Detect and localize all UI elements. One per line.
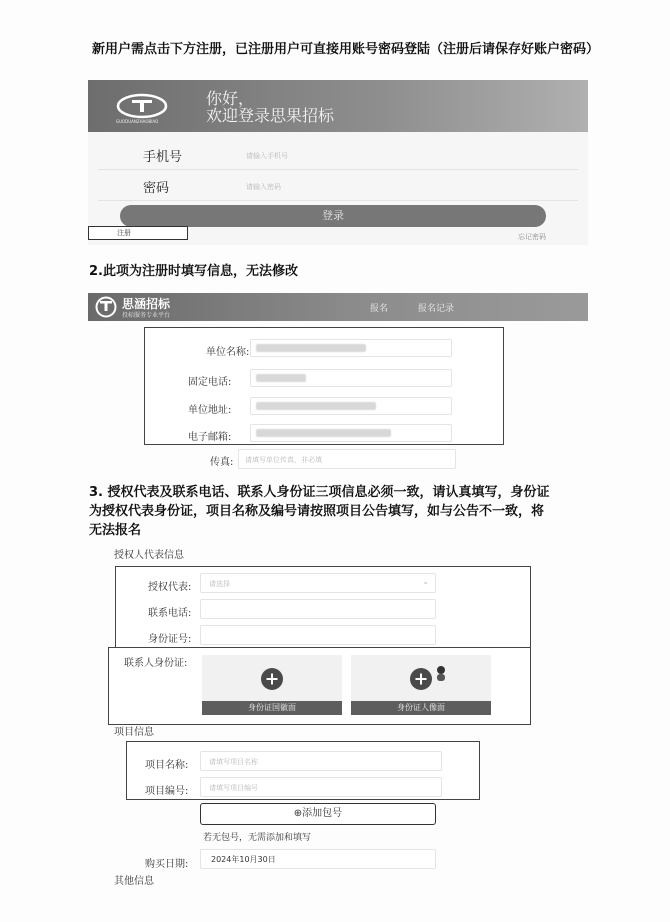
login-button-label: 登录 <box>322 209 344 222</box>
redacted-value <box>256 402 376 410</box>
id-back-button[interactable]: 身份证人像面 <box>351 701 491 715</box>
step3-instruction-line-1: 3. 授权代表及联系电话、联系人身份证三项信息必须一致，请认真填写，身份证 <box>89 485 550 500</box>
phone-label: 手机号 <box>143 150 183 165</box>
auth-rep-select[interactable] <box>200 573 436 593</box>
register-link[interactable] <box>88 226 188 240</box>
divider <box>98 169 578 170</box>
register-link-label: 注册 <box>117 229 131 237</box>
step1-instruction: 新用户需点击下方注册，已注册用户可直接用账号密码登陆（注册后请保存好账户密码） <box>92 42 600 57</box>
id-back-upload[interactable] <box>351 655 491 713</box>
purchase-date-input[interactable] <box>200 849 436 869</box>
portrait-icon <box>435 665 447 681</box>
company-name-field <box>250 339 452 357</box>
step3-instruction-line-2: 为授权代表身份证，项目名称及编号请按照项目公告填写，如与公告不一致，将 <box>89 504 545 519</box>
id-front-upload[interactable] <box>202 655 342 713</box>
project-name-input[interactable] <box>200 751 442 771</box>
id-front-button[interactable]: 身份证国徽面 <box>202 701 342 715</box>
project-code-input[interactable] <box>200 777 442 797</box>
chevron-down-icon: ⌄ <box>422 577 429 586</box>
fax-input[interactable] <box>238 449 456 469</box>
registration-screenshot <box>88 293 588 473</box>
logo <box>116 93 168 119</box>
brand-slogan: 投标服务专业平台 <box>122 312 171 319</box>
email-field <box>250 424 452 442</box>
fax-label: 传真: <box>210 457 234 468</box>
step3-instruction-line-3: 无法报名 <box>89 523 142 538</box>
brand-logo-icon <box>94 296 118 318</box>
project-code-placeholder: 请填写项目编号 <box>209 784 258 792</box>
contact-phone-label: 联系电话: <box>148 608 192 619</box>
divider <box>98 200 578 201</box>
id-number-input[interactable] <box>200 625 436 645</box>
auth-section-title: 授权人代表信息 <box>114 550 184 561</box>
email-label: 电子邮箱: <box>188 432 232 443</box>
login-button[interactable] <box>120 205 546 227</box>
purchase-date-value: 2024年10月30日 <box>211 855 276 864</box>
password-label: 密码 <box>143 181 170 196</box>
purchase-date-label: 购买日期: <box>145 859 189 870</box>
redacted-value <box>256 429 391 437</box>
forgot-password-link[interactable]: 忘记密码 <box>518 233 546 241</box>
project-name-placeholder: 请填写项目名称 <box>209 758 258 766</box>
brand-name: 思涵招标 <box>122 297 171 311</box>
welcome-line-2: 欢迎登录思果招标 <box>206 106 335 125</box>
project-section-title: 项目信息 <box>114 727 154 738</box>
password-input[interactable]: 请输入密码 <box>246 183 281 191</box>
auth-rep-placeholder: 请选择 <box>209 580 230 588</box>
landline-label: 固定电话: <box>188 377 232 388</box>
landline-field <box>250 369 452 387</box>
add-icon <box>260 667 284 691</box>
package-hint: 若无包号，无需添加和填写 <box>203 833 312 843</box>
site-header <box>88 293 588 321</box>
phone-input[interactable]: 请输入手机号 <box>246 152 288 160</box>
auth-rep-label: 授权代表: <box>148 582 192 593</box>
id-number-label: 身份证号: <box>148 634 192 645</box>
logo-icon <box>116 93 168 119</box>
id-card-label: 联系人身份证: <box>124 658 188 669</box>
company-address-label: 单位地址: <box>188 405 232 416</box>
company-address-field <box>250 397 452 415</box>
add-package-label: ⊕添加包号 <box>293 808 343 819</box>
fax-placeholder: 请填写单位传真，非必填 <box>245 456 322 464</box>
project-code-label: 项目编号: <box>145 786 189 797</box>
add-icon <box>409 667 433 691</box>
redacted-value <box>256 344 366 352</box>
logo-text: GUODUANZHAOBIAO <box>116 119 159 124</box>
nav-signup[interactable]: 报名 <box>370 304 389 314</box>
add-package-button[interactable] <box>200 803 436 825</box>
welcome-line-1: 你好， <box>206 89 255 108</box>
nav-signup-records[interactable]: 报名记录 <box>418 304 455 314</box>
project-name-label: 项目名称: <box>145 760 189 771</box>
step2-instruction: 2.此项为注册时填写信息，无法修改 <box>89 264 298 279</box>
login-screenshot <box>88 80 588 245</box>
redacted-value <box>256 374 306 382</box>
other-section-title: 其他信息 <box>114 876 154 887</box>
contact-phone-input[interactable] <box>200 599 436 619</box>
company-name-label: 单位名称: <box>206 347 250 358</box>
